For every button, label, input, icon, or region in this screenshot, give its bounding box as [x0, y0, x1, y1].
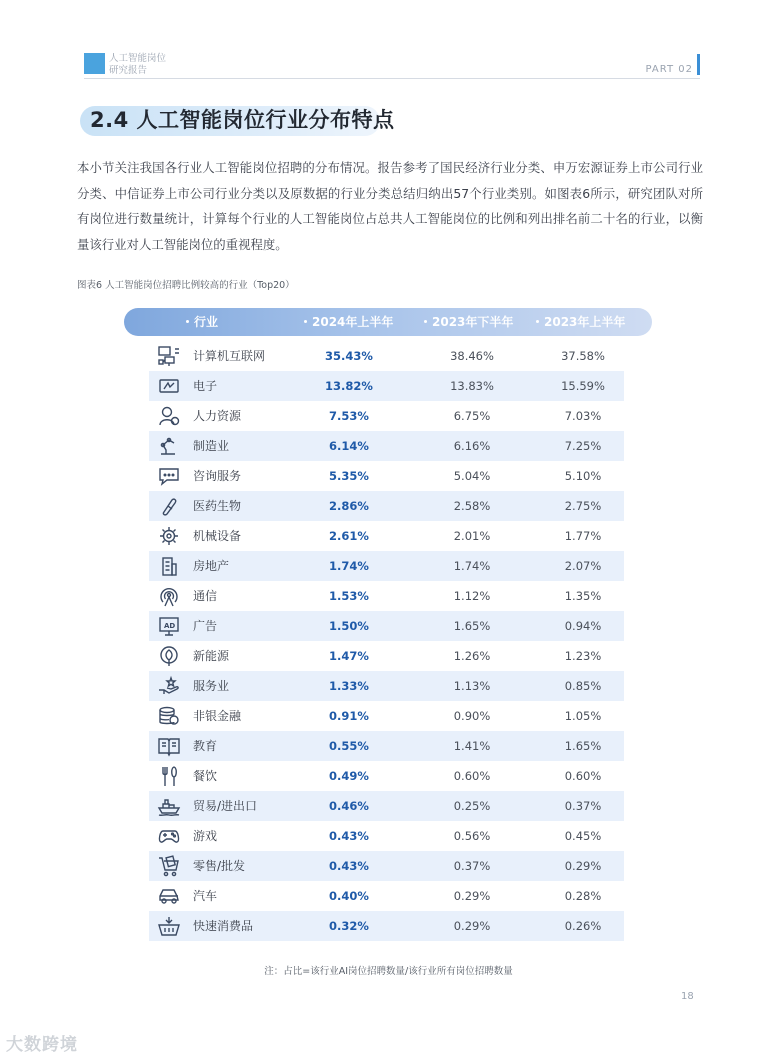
- header-report-type: 研究报告: [109, 65, 148, 76]
- value-2023-h1: 0.45%: [564, 829, 602, 843]
- industry-name: 服务业: [193, 679, 230, 693]
- value-2023-h1: 5.10%: [564, 469, 602, 483]
- value-2023-h2: 0.37%: [453, 859, 491, 873]
- industry-name: 餐饮: [193, 769, 218, 783]
- value-2023-h2: 1.41%: [453, 739, 491, 753]
- table-row: [149, 461, 624, 491]
- table-row: [149, 731, 624, 761]
- industry-name: 零售/批发: [193, 859, 246, 873]
- table-row: [149, 371, 624, 401]
- value-2023-h2: 0.90%: [453, 709, 491, 723]
- value-2023-h2: 1.65%: [453, 619, 491, 633]
- table-row: [149, 491, 624, 521]
- value-2024-h1: 7.53%: [329, 409, 369, 423]
- signal-icon: [157, 585, 181, 607]
- header-dot: [304, 320, 307, 323]
- value-2024-h1: 2.61%: [329, 529, 369, 543]
- header-industry: 行业: [194, 315, 219, 329]
- value-2023-h1: 0.28%: [564, 889, 602, 903]
- value-2024-h1: 1.50%: [329, 619, 369, 633]
- table-row: [149, 881, 624, 911]
- hr-person-icon: [157, 405, 181, 427]
- table-row: [149, 701, 624, 731]
- table-row: [149, 821, 624, 851]
- building-icon: [157, 555, 181, 577]
- value-2023-h2: 2.58%: [453, 499, 491, 513]
- robot-arm-icon: [157, 435, 181, 457]
- service-hand-icon: [157, 675, 181, 697]
- value-2023-h2: 6.16%: [453, 439, 491, 453]
- value-2024-h1: 35.43%: [325, 349, 373, 363]
- value-2024-h1: 13.82%: [325, 379, 373, 393]
- header-2024-h1: 2024年上半年: [312, 315, 394, 329]
- value-2023-h2: 1.13%: [453, 679, 491, 693]
- watermark: 大数跨境: [6, 1035, 78, 1055]
- value-2023-h1: 0.29%: [564, 859, 602, 873]
- industry-name: 快速消费品: [193, 919, 254, 933]
- value-2023-h1: 7.03%: [564, 409, 602, 423]
- table-row: [149, 341, 624, 371]
- electronics-icon: [157, 375, 181, 397]
- industry-name: 电子: [193, 379, 218, 393]
- ad-screen-icon: [157, 615, 181, 637]
- industry-name: 房地产: [193, 559, 230, 573]
- value-2023-h2: 38.46%: [450, 349, 494, 363]
- value-2024-h1: 6.14%: [329, 439, 369, 453]
- value-2023-h1: 0.60%: [564, 769, 602, 783]
- value-2024-h1: 0.46%: [329, 799, 369, 813]
- industry-name: 人力资源: [193, 409, 242, 423]
- table-row: [149, 761, 624, 791]
- header-logo-square: [84, 53, 105, 74]
- value-2023-h1: 1.65%: [564, 739, 602, 753]
- value-2023-h1: 2.75%: [564, 499, 602, 513]
- value-2023-h2: 0.60%: [453, 769, 491, 783]
- header-divider: [84, 78, 700, 79]
- industry-name: 游戏: [193, 829, 218, 843]
- industry-name: 医药生物: [193, 499, 242, 513]
- value-2023-h2: 2.01%: [453, 529, 491, 543]
- value-2023-h1: 0.94%: [564, 619, 602, 633]
- value-2023-h2: 6.75%: [453, 409, 491, 423]
- value-2023-h1: 15.59%: [561, 379, 605, 393]
- value-2023-h2: 1.26%: [453, 649, 491, 663]
- industry-name: 新能源: [193, 649, 230, 663]
- shopping-cart-icon: [157, 855, 181, 877]
- body-paragraph: 本小节关注我国各行业人工智能岗位招聘的分布情况。报告参考了国民经济行业分类、申万宏源证券上市公司行业分类、中信证券上市公司行业分类以及原数据的行业分类总结归纳出57个行业类别。如图表6所示，研究团队对所有岗位进行数量统计，计算每个行业的人工智能岗位占总共人工智能岗位的比例和列出排名前二十名的行业，以衡量该行业对人工智能岗位的重视程度。: [77, 160, 703, 252]
- value-2023-h1: 1.77%: [564, 529, 602, 543]
- value-2023-h1: 1.35%: [564, 589, 602, 603]
- value-2024-h1: 0.55%: [329, 739, 369, 753]
- industry-name: 机械设备: [193, 529, 242, 543]
- value-2023-h1: 1.05%: [564, 709, 602, 723]
- medicine-icon: [157, 495, 181, 517]
- value-2023-h1: 2.07%: [564, 559, 602, 573]
- fork-spoon-icon: [157, 765, 181, 787]
- value-2023-h1: 0.37%: [564, 799, 602, 813]
- value-2024-h1: 1.33%: [329, 679, 369, 693]
- value-2024-h1: 0.43%: [329, 829, 369, 843]
- table-row: [149, 611, 624, 641]
- table-row: [149, 431, 624, 461]
- value-2024-h1: 1.47%: [329, 649, 369, 663]
- table-row: [149, 671, 624, 701]
- table-row: [149, 521, 624, 551]
- industry-name: 广告: [193, 619, 218, 633]
- value-2023-h2: 0.25%: [453, 799, 491, 813]
- table-row: [149, 581, 624, 611]
- value-2023-h2: 0.29%: [453, 919, 491, 933]
- table-row: [149, 551, 624, 581]
- industry-name: 咨询服务: [193, 469, 242, 483]
- value-2024-h1: 2.86%: [329, 499, 369, 513]
- value-2024-h1: 0.43%: [329, 859, 369, 873]
- basket-icon: [157, 915, 181, 937]
- value-2023-h2: 1.12%: [453, 589, 491, 603]
- industry-name: 非银金融: [193, 709, 242, 723]
- value-2024-h1: 1.74%: [329, 559, 369, 573]
- table-note: 注：占比=该行业AI岗位招聘数量/该行业所有岗位招聘数量: [264, 966, 513, 977]
- value-2023-h2: 13.83%: [450, 379, 494, 393]
- industry-name: 贸易/进出口: [193, 799, 258, 813]
- header-dot: [424, 320, 427, 323]
- industry-name: 计算机互联网: [193, 349, 266, 363]
- computer-network-icon: [157, 345, 181, 367]
- table-row: [149, 401, 624, 431]
- table-row: [149, 851, 624, 881]
- value-2024-h1: 5.35%: [329, 469, 369, 483]
- header-report-name: 人工智能岗位: [109, 53, 167, 64]
- value-2023-h2: 0.56%: [453, 829, 491, 843]
- header-accent-bar: [697, 54, 700, 75]
- value-2023-h1: 7.25%: [564, 439, 602, 453]
- value-2024-h1: 0.40%: [329, 889, 369, 903]
- value-2023-h1: 1.23%: [564, 649, 602, 663]
- section-title: 2.4 人工智能岗位行业分布特点: [90, 108, 395, 132]
- value-2023-h1: 0.26%: [564, 919, 602, 933]
- gamepad-icon: [157, 825, 181, 847]
- value-2023-h2: 1.74%: [453, 559, 491, 573]
- table-caption: 图表6 人工智能岗位招聘比例较高的行业（Top20）: [77, 280, 295, 291]
- value-2024-h1: 1.53%: [329, 589, 369, 603]
- table-row: [149, 641, 624, 671]
- header-2023-h1: 2023年上半年: [544, 315, 626, 329]
- green-energy-icon: [157, 645, 181, 667]
- value-2024-h1: 0.49%: [329, 769, 369, 783]
- page-number: 18: [681, 991, 694, 1002]
- header-dot: [186, 320, 189, 323]
- industry-name: 教育: [193, 739, 218, 753]
- coins-icon: [157, 705, 181, 727]
- gear-icon: [157, 525, 181, 547]
- value-2024-h1: 0.32%: [329, 919, 369, 933]
- value-2023-h2: 5.04%: [453, 469, 491, 483]
- book-icon: [157, 735, 181, 757]
- table-row: [149, 791, 624, 821]
- chat-bubble-icon: [157, 465, 181, 487]
- value-2024-h1: 0.91%: [329, 709, 369, 723]
- value-2023-h1: 0.85%: [564, 679, 602, 693]
- value-2023-h1: 37.58%: [561, 349, 605, 363]
- svg-text:AD: AD: [164, 622, 176, 630]
- industry-name: 汽车: [193, 889, 218, 903]
- cargo-ship-icon: [157, 795, 181, 817]
- table-header: [124, 308, 652, 336]
- car-icon: [157, 885, 181, 907]
- industry-name: 制造业: [193, 439, 230, 453]
- header-dot: [536, 320, 539, 323]
- table-row: [149, 911, 624, 941]
- header-2023-h2: 2023年下半年: [432, 315, 514, 329]
- value-2023-h2: 0.29%: [453, 889, 491, 903]
- industry-name: 通信: [193, 589, 218, 603]
- header-part-label: PART 02: [645, 64, 693, 75]
